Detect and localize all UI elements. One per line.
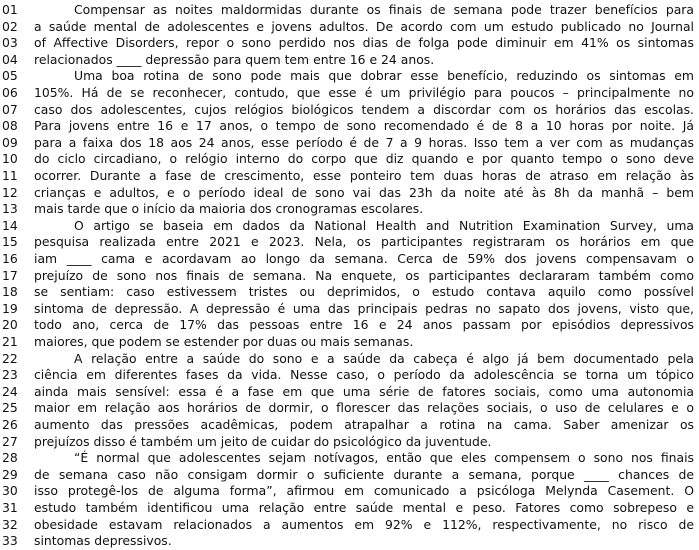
text-line [0,35,699,52]
text-line [0,533,699,550]
line-number: 28 [2,450,18,466]
line-text: ocorrer. Durante a fase de crescimento, esse ponteiro tem duas horas de atraso em relação às [34,168,694,183]
line-text: O artigo se baseia em dados da National Health and Nutrition Examination Survey, uma [74,217,694,233]
line-text: a saúde mental de adolescentes e jovens adultos. De acordo com um estudo publicado no Journal [34,18,694,34]
line-number: 22 [2,350,18,366]
line-text: Uma boa rotina de sono pode mais que dobrar esse benefício, reduzindo os sintomas em [74,68,694,84]
text-line [0,517,699,534]
text-line [0,135,699,152]
text-line [0,467,699,484]
text-line [0,434,699,451]
line-text: obesidade estavam relacionados a aumentos em 92% e 112%, respectivamente, no risco de [34,516,694,532]
text-line [0,2,699,19]
line-number: 19 [2,300,18,316]
line-text: prejuízos disso é também um jeito de cuidar do psicológico da juventude. [34,433,492,449]
line-number: 29 [2,466,18,482]
line-number: 32 [2,516,18,532]
text-line [0,118,699,135]
line-number: 14 [2,217,18,233]
text-line [0,85,699,102]
text-line [0,334,699,351]
line-text: crianças e adultos, e o período ideal de sono vai das 23h da noite até às 8h da manhã – bem [34,184,694,200]
text-line [0,102,699,119]
text-line [0,168,699,185]
line-number: 21 [2,334,18,349]
line-text: A relação entre a saúde do sono e a saúde da cabeça é algo já bem documentado pela [74,350,694,366]
line-number: 30 [2,483,18,499]
line-text: todo ano, cerca de 17% das pessoas entre 16 e 24 anos passam por episódios depressivos [34,317,694,333]
line-number: 25 [2,400,18,416]
line-text: pesquisa realizada entre 2021 e 2023. Nela, os participantes registraram os horários em que [34,234,694,250]
line-number: 17 [2,267,18,283]
text-line [0,151,699,168]
line-text: maior em relação aos horários de dormir, o florescer das relações sociais, o uso de celulares e o [34,400,694,416]
line-number: 20 [2,317,18,333]
line-number: 03 [2,35,18,51]
line-number: 31 [2,500,18,515]
line-number: 02 [2,18,18,34]
line-text: relacionados ____ depressão para quem tem entre 16 e 24 anos. [34,51,435,67]
line-text: 105%. Há de se reconhecer, contudo, que esse é um privilégio para poucos – principalmente no [34,85,694,100]
line-text: mais tarde que o início da maioria dos cronogramas escolares. [34,201,424,217]
line-text: sintoma de depressão. A depressão é uma das principais pedras no sapato dos jovens, visto que, [34,300,694,316]
text-line [0,52,699,69]
text-line [0,500,699,517]
text-line [0,483,699,500]
line-text: aumento das pressões acadêmicas, podem atrapalhar a rotina na cama. Saber amenizar os [34,417,694,432]
text-line [0,218,699,235]
text-line [0,268,699,285]
text-line [0,234,699,251]
text-line [0,185,699,202]
line-text: isso protegê-los de alguma forma”, afirmou em comunicado a psicóloga Melynda Casement. O [34,483,694,499]
line-text: ciência em diferentes fases da vida. Nesse caso, o período da adolescência se torna um tópico [34,367,694,383]
text-line [0,19,699,36]
line-number: 16 [2,251,18,266]
line-number: 24 [2,383,18,399]
line-text: maiores, que podem se estender por duas ou mais semanas. [34,334,414,349]
line-text: para a faixa dos 18 aos 24 anos, esse período é de 7 a 9 horas. Isso tem a ver com as mudanças [34,134,694,150]
line-text: ainda mais sensível: essa é a fase em que uma série de fatores sociais, como uma autonomia [34,383,694,399]
line-number: 09 [2,134,18,150]
line-number: 05 [2,68,18,84]
line-text: sintomas depressivos. [34,533,172,549]
line-number: 33 [2,533,18,549]
line-text: Compensar as noites maldormidas durante os finais de semana pode trazer benefícios para [74,2,694,17]
line-text: de semana caso não consigam dormir o suficiente durante a semana, porque ____ chances de [34,466,694,482]
line-number: 07 [2,101,18,117]
text-line [0,317,699,334]
line-number: 18 [2,284,18,300]
line-number: 23 [2,367,18,383]
text-line [0,400,699,417]
text-line [0,417,699,434]
text-line [0,450,699,467]
text-line [0,201,699,218]
text-line [0,251,699,268]
line-text: se sentiam: caso estivessem tristes ou deprimidos, o estudo contava aquilo como possível [34,284,694,300]
text-line [0,367,699,384]
line-text: “É normal que adolescentes sejam notívagos, então que eles compensem o sono nos finais [74,450,694,466]
line-text: do ciclo circadiano, o relógio interno do corpo que diz quando e por quanto tempo o sono deve [34,151,694,167]
line-number: 13 [2,201,18,217]
line-number: 06 [2,85,18,100]
text-line [0,68,699,85]
text-line [0,351,699,368]
line-text: prejuízo de sono nos finais de semana. Na enquete, os participantes declararam também como [34,267,694,283]
line-number: 15 [2,234,18,250]
line-text: estudo também identificou uma relação entre saúde mental e peso. Fatores como sobrepeso e [34,500,694,515]
line-text: Para jovens entre 16 e 17 anos, o tempo de sono recomendado é de 8 a 10 horas por noite. Já [34,118,694,134]
text-line [0,384,699,401]
line-number: 27 [2,433,18,449]
text-line [0,284,699,301]
line-number: 08 [2,118,18,134]
line-number: 26 [2,417,18,432]
line-number: 04 [2,51,18,67]
text-line [0,301,699,318]
line-number: 01 [2,2,18,17]
line-number: 11 [2,168,18,183]
line-text: caso dos adolescentes, cujos relógios biológicos tendem a discordar com os horários das escolas. [34,101,694,117]
line-number: 10 [2,151,18,167]
line-number: 12 [2,184,18,200]
line-text: iam ____ cama e acordavam ao longo da semana. Cerca de 59% dos jovens compensavam o [34,251,694,266]
line-text: of Affective Disorders, repor o sono perdido nos dias de folga pode diminuir em 41% os sintomas [34,35,694,51]
